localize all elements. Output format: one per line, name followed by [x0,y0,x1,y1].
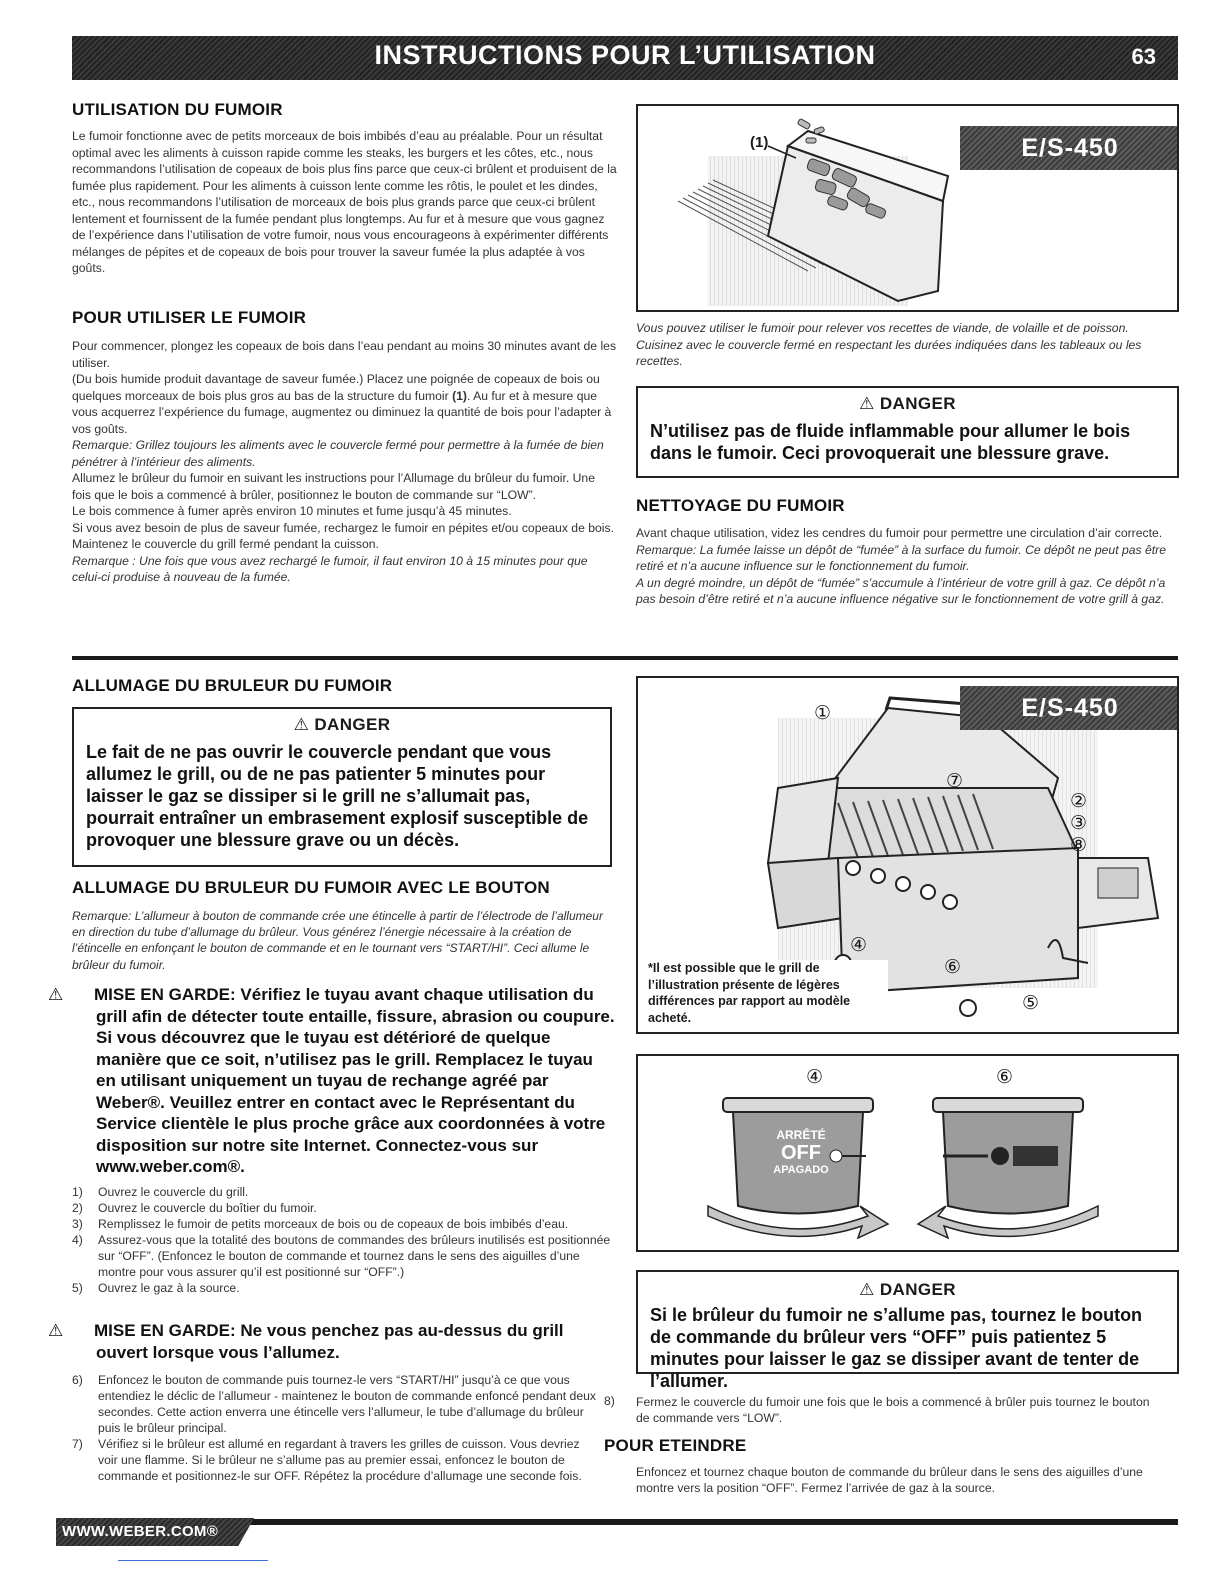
step-text: Fermez le couvercle du fumoir une fois que le bois a commencé à brûler puis tournez le bouton de commande vers “LOW”. [636,1395,1150,1425]
step-item [72,1216,617,1232]
note: Remarque: Grillez toujours les aliments avec le couvercle fermé pour permettre à la fumée de bien pénétrer à l’intérieur des aliments. [72,438,604,469]
knob-label-off-fr: ARRÊTÉ [776,1128,826,1142]
paragraph: Pour commencer, plongez les copeaux de bois dans l’eau pendant au moins 30 minutes avant de les utiliser. [72,339,617,370]
callout-label: (1) [750,134,769,151]
step-number: 6) [72,1373,83,1387]
callout-5: ⑤ [1022,993,1040,1014]
section-button-ignition [72,878,617,973]
figure-note: *Il est possible que le grill de l’illustration présente de légères différences par rapport au modèle acheté. [648,960,888,1026]
step-text: Assurez-vous que la totalité des boutons de commandes des brûleurs inutilisés est positionnée sur “OFF”. (Enfoncez le bouton de commande et tournez dans le sens des aiguilles d’une montre pour vous assurer qu’il est positionné sur “OFF”.) [98,1233,611,1279]
knob-label-off: OFF [781,1142,821,1164]
danger-box [636,386,1179,478]
danger-text: N’utilisez pas de fluide inflammable pour allumer le bois dans le fumoir. Ceci provoquerait une blessure grave. [650,421,1131,463]
step-text: Ouvrez le gaz à la source. [98,1281,240,1295]
page-header [72,36,1178,80]
section-cleaning [636,496,1180,608]
figure-caption: Vous pouvez utiliser le fumoir pour relever vos recettes de viande, de volaille et de poisson. Cuisinez avec le couvercle fermé en respectant les durées indiquées dans les tableaux ou les recettes. [636,321,1142,368]
model-tag: E/S-450 [960,686,1179,730]
footer-url[interactable]: WWW.WEBER.COM® [62,1523,219,1540]
steps-list [72,1184,617,1296]
caution-body: MISE EN GARDE: Vérifiez le tuyau avant chaque utilisation du grill afin de détecter toute entaille, fissure, abrasion ou coupure. Si vous découvrez que le tuyau est détérioré de quelque manière que ce soit, n’utilisez pas le grill. Remplacez le tuyau en utilisant uniquement un tuyau de rechange agréé par Weber®. Veuillez entrer en contact avec le Représentant du Service clientèle le plus proche grâce aux coordonnées à votre disposition sur notre site Internet. Connectez-vous sur www.weber.com®. [94,985,615,1176]
callout-4: ④ [806,1067,824,1088]
step-text: Enfoncez le bouton de commande puis tournez-le vers “START/HI” jusqu’à ce que vous entendiez le déclic de l’allumeur - maintenez le bouton de commande enfoncé pendant deux secondes. Cette action enverra une étincelle vers l’allumeur, le tube d’allumage du brûleur puis le brûleur principal. [98,1373,596,1435]
caution-leaning [48,1320,617,1363]
section-ignition [72,676,617,696]
steps-list-b [72,1372,597,1484]
page-title: INSTRUCTIONS POUR L’UTILISATION [374,40,876,70]
note: A un degré moindre, un dépôt de “fumée” s’accumule à l’intérieur de votre grill à gaz. Ce dépôt n’a pas besoin d’être retiré et n’a aucune influence négative sur le fonctionnement de votre grill à gaz. [636,575,1166,606]
section-divider [72,656,1178,660]
danger-heading: ⚠ DANGER [293,715,391,734]
step-text: Remplissez le fumoir de petits morceaux de bois ou de copeaux de bois imbibés d’eau. [98,1217,569,1231]
callout-2: ② [1070,791,1088,812]
danger-text: Le fait de ne pas ouvrir le couvercle pendant que vous allumez le grill, ou de ne pas patienter 5 minutes pour laisser le gaz se dissiper si le grill ne s’allumait pas, pourrait entraîner un embrasement explosif susceptible de provoquer une blessure grave ou un décès. [86,742,589,850]
danger-box [636,1270,1179,1391]
danger-box [72,707,612,867]
callout-4: ④ [850,935,868,956]
step-item [72,1232,617,1280]
section-heading: POUR UTILISER LE FUMOIR [72,308,307,327]
note: Remarque: L’allumeur à bouton de commande crée une étincelle à partir de l’électrode de l’allumeur en direction du tube d’allumage du brûleur. Vous générez l’énergie nécessaire à la création de l’étincelle en enfonçant le bouton de commande et en le tournant vers “START/HI”. Ceci allume le brûleur du fumoir. [72,909,603,972]
grill-figure [636,676,1179,1034]
step-item [72,1200,617,1216]
section-heading: UTILISATION DU FUMOIR [72,100,283,119]
danger-heading: ⚠ DANGER [859,394,956,413]
steps-list [72,1372,597,1484]
warning-icon: ⚠ [48,985,64,1004]
footer-rule [240,1519,1178,1525]
warning-icon: ⚠ [48,1321,64,1340]
step-number: 7) [72,1437,83,1451]
model-tag: E/S-450 [960,126,1179,170]
callout-1: ① [814,703,832,724]
note: Remarque: La fumée laisse un dépôt de “fumée” à la surface du fumoir. Ce dépôt ne peut pas être retiré et n’a aucune influence sur le fonctionnement du fumoir. [636,542,1167,573]
step-number: 2) [72,1201,83,1215]
smoker-figure [636,104,1179,312]
paragraph: Le bois commence à fumer après environ 10 minutes et fume jusqu’à 45 minutes. [72,504,512,518]
step-item [72,1280,617,1296]
section-heading: NETTOYAGE DU FUMOIR [636,496,845,515]
step-number: 3) [72,1217,83,1231]
knobs-figure [636,1054,1179,1252]
step-text: Ouvrez le couvercle du grill. [98,1185,249,1199]
callout-6: ⑥ [996,1067,1014,1088]
callout-ref: (1) [452,388,467,403]
paragraph: Le fumoir fonctionne avec de petits morceaux de bois imbibés d’eau au préalable. Pour un résultat optimal avec les aliments à cuisson rapide comme les steaks, les burgers et les côtes, etc., nous recommandons l’utilisation de copeaux de bois plus fins parce que ceux-ci brûlent et produisent de la fumée plus rapidement. Pour les aliments à cuisson lente comme les rôtis, le poulet et les dindes, etc., nous recommandons l’utilisation de morceaux de bois plus grands parce que ceux-ci brûlent lentement et fournissent de la fumée pendant plus longtemps. Au fur et à mesure que vous gagnez de l’expérience dans l’utilisation de votre fumoir, nous vous encourageons à expérimenter différents mélanges de pépites et de copeaux de bois pour trouver la saveur fumée la plus adaptée à vos goûts. [72,129,617,275]
step-text: Vérifiez si le brûleur est allumé en regardant à travers les grilles de cuisson. Vous devriez voir une flamme. Si le brûleur ne s’allume pas au premier essai, enfoncez le bouton de commande et positionnez-le sur OFF. Répétez la procédure d’allumage une seconde fois. [98,1437,582,1483]
paragraph: Avant chaque utilisation, videz les cendres du fumoir pour permettre une circulation d’air correcte. [636,526,1163,540]
caution-text [48,984,617,1178]
paragraph [72,371,617,437]
caution-text [48,1320,617,1363]
step-number: 4) [72,1233,83,1247]
danger-text: Si le brûleur du fumoir ne s’allume pas, tournez le bouton de commande du brûleur vers “OFF” puis patientez 5 minutes pour laisser le gaz se dissiper avant de tenter de l’allumer. [650,1305,1143,1391]
steps-list-a [72,1184,617,1296]
section-heading: ALLUMAGE DU BRULEUR DU FUMOIR AVEC LE BOUTON [72,878,550,897]
section-heading: POUR ETEINDRE [604,1436,747,1455]
knob-label-off-es: APAGADO [773,1164,829,1176]
knobs-illustration [638,1056,1179,1252]
section-using-smoker [72,308,617,586]
section-heading: ALLUMAGE DU BRULEUR DU FUMOIR [72,676,393,695]
caution-body: MISE EN GARDE: Ne vous penchez pas au-dessus du grill ouvert lorsque vous l’allumez. [94,1321,564,1362]
step-number: 1) [72,1185,83,1199]
step-item [72,1184,617,1200]
caution-hose [48,984,617,1178]
danger-heading: ⚠ DANGER [859,1280,956,1299]
page-number: 63 [1131,44,1156,69]
paragraph: Si vous avez besoin de plus de saveur fumée, rechargez le fumoir en pépites et/ou copeaux de bois. Maintenez le couvercle du grill fermé pendant la cuisson. [72,520,614,551]
step-item [72,1372,597,1436]
footer-link-underline [118,1560,268,1561]
paragraph-text: (Du bois humide produit davantage de saveur fumée.) Placez une poignée de copeaux de bois ou quelques morceaux de bois plus gros au bas de la structure du fumoir [72,372,600,403]
callout-7: ⑦ [946,771,964,792]
paragraph: Allumez le brûleur du fumoir en suivant les instructions pour l’Allumage du brûleur du fumoir. Une fois que le bois a commencé à brûler, positionnez le bouton de commande sur “LOW”. [72,471,595,502]
callout-3: ③ [1070,813,1088,834]
section-turn-off [604,1436,1164,1496]
callout-8: ⑧ [1070,835,1088,856]
step-number: 8) [604,1394,615,1408]
paragraph-text: . Au fur et à mesure que vous acquerrez l’expérience du fumage, augmentez ou diminuez la quantité de bois pour l’adapter à vos goûts. [72,388,612,436]
step-number: 5) [72,1281,83,1295]
step-text: Ouvrez le couvercle du boîtier du fumoir. [98,1201,317,1215]
paragraph: Enfoncez et tournez chaque bouton de commande du brûleur dans le sens des aiguilles d’une montre vers la position “OFF”. Fermez l’arrivée de gaz à la source. [636,1465,1143,1495]
note: Remarque : Une fois que vous avez rechargé le fumoir, il faut environ 10 à 15 minutes pour que celui-ci produise à nouveau de la fumée. [72,553,588,584]
section-smoker-use [72,100,617,277]
step-item [72,1436,597,1484]
callout-6: ⑥ [944,957,962,978]
